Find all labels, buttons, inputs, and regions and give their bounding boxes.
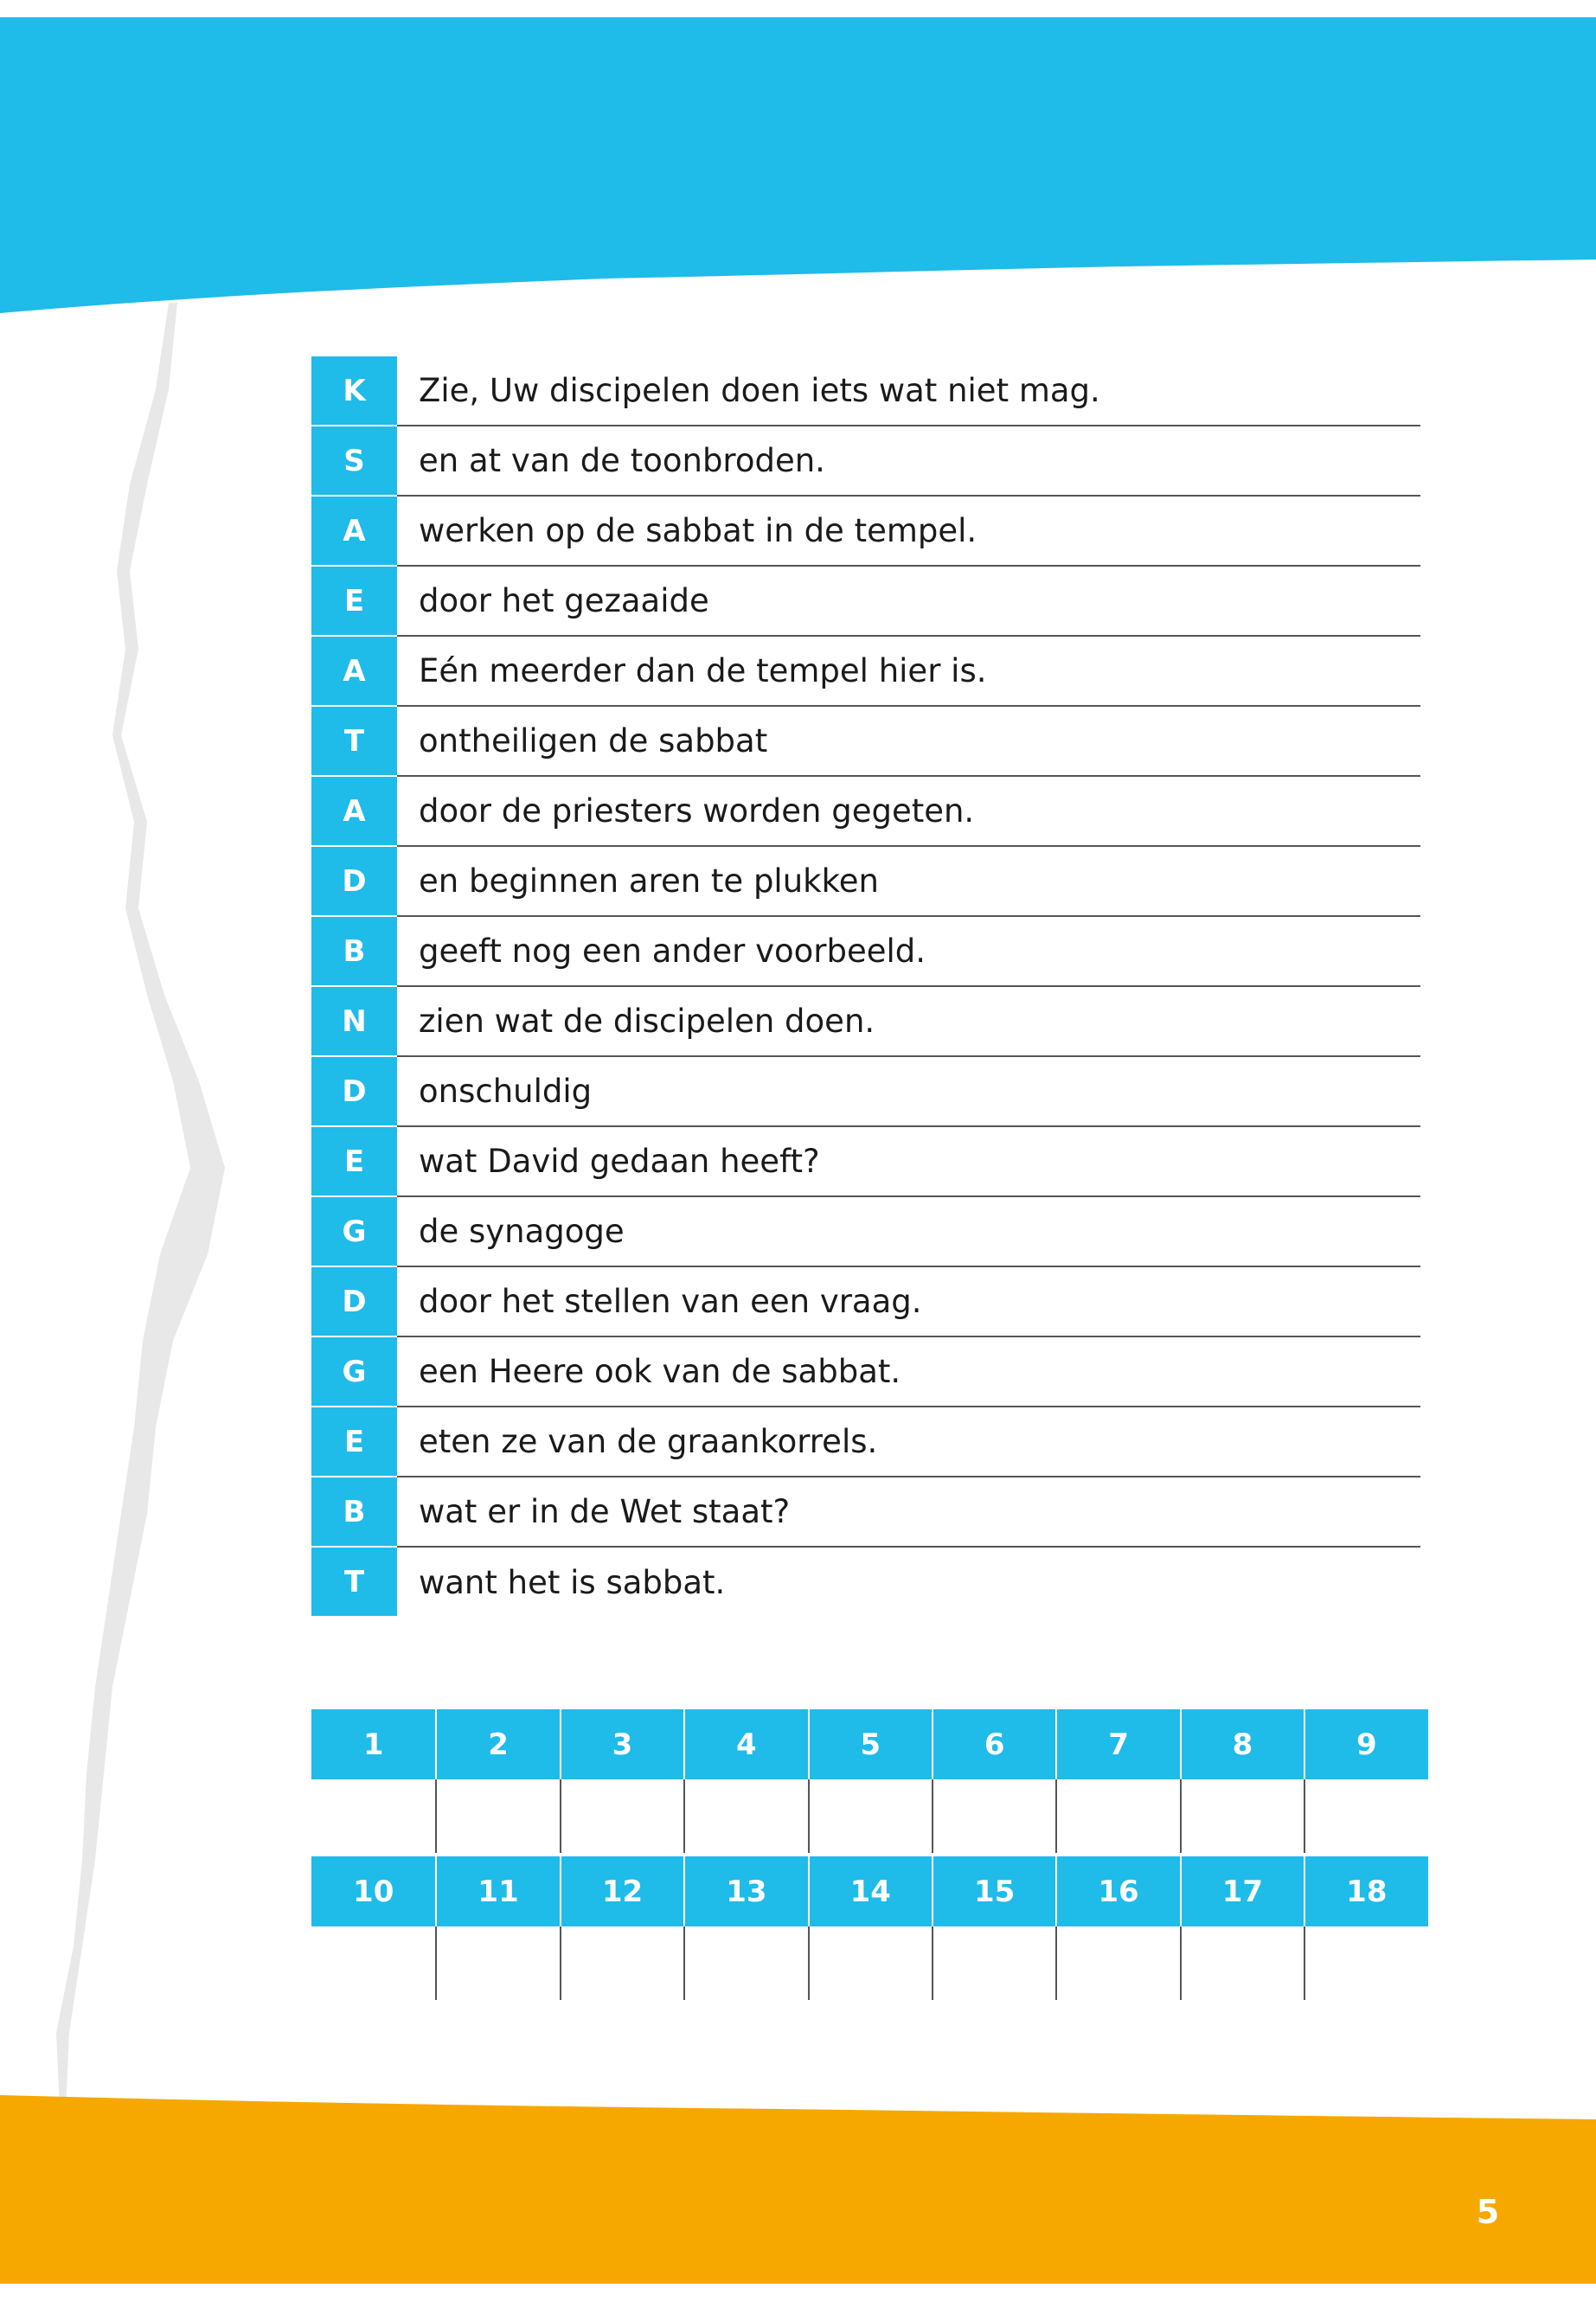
page-number: 5 xyxy=(1476,2193,1500,2231)
answer-blank-cell[interactable] xyxy=(1304,1779,1427,1853)
answer-blank-cell[interactable] xyxy=(1180,1926,1304,2000)
number-cell: 3 xyxy=(560,1709,683,1779)
clue-row xyxy=(311,777,1420,847)
clue-row xyxy=(311,567,1420,637)
clue-row xyxy=(311,847,1420,917)
clue-text: een Heere ook van de sabbat. xyxy=(397,1337,1420,1407)
clue-letter: G xyxy=(311,1197,397,1267)
clue-text: en beginnen aren te plukken xyxy=(397,847,1420,917)
number-cell: 10 xyxy=(311,1856,435,1926)
clue-row xyxy=(311,1477,1420,1548)
number-cell: 16 xyxy=(1055,1856,1179,1926)
clue-letter: A xyxy=(311,637,397,707)
clue-row xyxy=(311,707,1420,777)
clue-text: eten ze van de graankorrels. xyxy=(397,1407,1420,1477)
clue-text: werken op de sabbat in de tempel. xyxy=(397,497,1420,567)
clue-letter: D xyxy=(311,1057,397,1127)
answer-blank-row xyxy=(311,1926,1428,2000)
torn-paper-edge xyxy=(0,285,260,2128)
answer-blank-cell[interactable] xyxy=(560,1926,683,2000)
clue-row xyxy=(311,1267,1420,1337)
clue-text: zien wat de discipelen doen. xyxy=(397,987,1420,1057)
number-cell: 11 xyxy=(435,1856,559,1926)
clue-table xyxy=(311,356,1420,1618)
answer-blank-cell[interactable] xyxy=(435,1779,559,1853)
clue-text: door het gezaaide xyxy=(397,567,1420,637)
clue-text: Zie, Uw discipelen doen iets wat niet mag. xyxy=(397,356,1420,426)
number-header-row xyxy=(311,1856,1428,1926)
number-cell: 12 xyxy=(560,1856,683,1926)
clue-row xyxy=(311,637,1420,707)
clue-text: wat David gedaan heeft? xyxy=(397,1127,1420,1197)
answer-blank-row xyxy=(311,1779,1428,1853)
clue-letter: A xyxy=(311,777,397,847)
answer-blank-cell[interactable] xyxy=(1055,1779,1179,1853)
number-header-row xyxy=(311,1709,1428,1779)
clue-row xyxy=(311,1197,1420,1267)
clue-letter: E xyxy=(311,1127,397,1197)
clue-text: wat er in de Wet staat? xyxy=(397,1477,1420,1548)
clue-row xyxy=(311,426,1420,497)
clue-row xyxy=(311,356,1420,426)
clue-letter: S xyxy=(311,426,397,497)
number-cell: 1 xyxy=(311,1709,435,1779)
answer-blank-cell[interactable] xyxy=(311,1926,435,2000)
clue-text: ontheiligen de sabbat xyxy=(397,707,1420,777)
number-cell: 7 xyxy=(1055,1709,1179,1779)
number-cell: 4 xyxy=(683,1709,807,1779)
answer-blank-cell[interactable] xyxy=(683,1779,807,1853)
clue-letter: A xyxy=(311,497,397,567)
answer-blank-cell[interactable] xyxy=(932,1779,1055,1853)
clue-text: de synagoge xyxy=(397,1197,1420,1267)
clue-text: door de priesters worden gegeten. xyxy=(397,777,1420,847)
clue-row xyxy=(311,917,1420,987)
answer-blank-cell[interactable] xyxy=(808,1779,932,1853)
clue-letter: B xyxy=(311,917,397,987)
answer-blank-cell[interactable] xyxy=(683,1926,807,2000)
clue-letter: T xyxy=(311,1548,397,1618)
top-color-band xyxy=(0,0,1596,320)
number-cell: 8 xyxy=(1180,1709,1304,1779)
clue-letter: E xyxy=(311,1407,397,1477)
number-cell: 14 xyxy=(808,1856,932,1926)
clue-letter: G xyxy=(311,1337,397,1407)
answer-blank-cell[interactable] xyxy=(1055,1926,1179,2000)
answer-grid-bottom xyxy=(311,1856,1428,2000)
clue-row xyxy=(311,987,1420,1057)
number-cell: 5 xyxy=(808,1709,932,1779)
clue-text: door het stellen van een vraag. xyxy=(397,1267,1420,1337)
answer-grid-top xyxy=(311,1709,1428,1853)
clue-letter: B xyxy=(311,1477,397,1548)
clue-letter: D xyxy=(311,1267,397,1337)
answer-blank-cell[interactable] xyxy=(808,1926,932,2000)
clue-text: geeft nog een ander voorbeeld. xyxy=(397,917,1420,987)
clue-letter: E xyxy=(311,567,397,637)
clue-row xyxy=(311,497,1420,567)
answer-blank-cell[interactable] xyxy=(560,1779,683,1853)
clue-text: Eén meerder dan de tempel hier is. xyxy=(397,637,1420,707)
clue-row xyxy=(311,1057,1420,1127)
answer-blank-cell[interactable] xyxy=(1180,1779,1304,1853)
clue-text: onschuldig xyxy=(397,1057,1420,1127)
answer-blank-cell[interactable] xyxy=(1304,1926,1427,2000)
bottom-color-band xyxy=(0,2085,1596,2301)
number-cell: 9 xyxy=(1304,1709,1427,1779)
clue-row xyxy=(311,1548,1420,1618)
clue-text: en at van de toonbroden. xyxy=(397,426,1420,497)
clue-row xyxy=(311,1337,1420,1407)
clue-row xyxy=(311,1127,1420,1197)
answer-blank-cell[interactable] xyxy=(435,1926,559,2000)
clue-letter: N xyxy=(311,987,397,1057)
clue-letter: D xyxy=(311,847,397,917)
number-cell: 13 xyxy=(683,1856,807,1926)
number-cell: 18 xyxy=(1304,1856,1427,1926)
clue-text: want het is sabbat. xyxy=(419,1564,726,1601)
number-cell: 6 xyxy=(932,1709,1055,1779)
clue-letter: K xyxy=(311,356,397,426)
clue-letter: T xyxy=(311,707,397,777)
answer-blank-cell[interactable] xyxy=(311,1779,435,1853)
answer-blank-cell[interactable] xyxy=(932,1926,1055,2000)
clue-row xyxy=(311,1407,1420,1477)
number-cell: 2 xyxy=(435,1709,559,1779)
number-cell: 17 xyxy=(1180,1856,1304,1926)
number-cell: 15 xyxy=(932,1856,1055,1926)
